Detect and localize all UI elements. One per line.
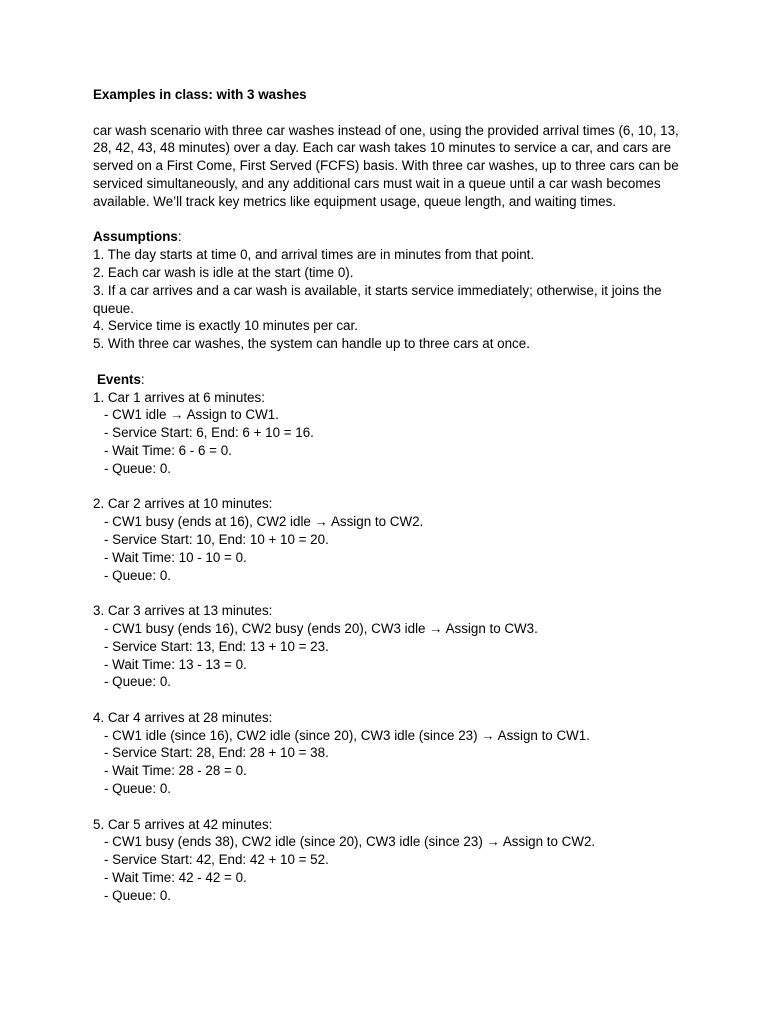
event-details xyxy=(93,406,683,477)
spacer xyxy=(93,478,683,496)
event-title: 2. Car 2 arrives at 10 minutes: xyxy=(93,496,273,512)
event-block xyxy=(93,602,683,691)
event-details xyxy=(93,620,683,691)
event-block xyxy=(93,709,683,798)
event-detail: - Service Start: 42, End: 42 + 10 = 52. xyxy=(104,852,329,868)
spacer xyxy=(93,584,683,602)
event-title: 5. Car 5 arrives at 42 minutes: xyxy=(93,816,273,832)
event-detail: - Queue: 0. xyxy=(104,674,171,690)
event-title: 1. Car 1 arrives at 6 minutes: xyxy=(93,389,265,405)
document-title: Examples in class: with 3 washes xyxy=(93,87,307,102)
event-details xyxy=(93,833,683,904)
spacer xyxy=(93,211,683,229)
event-detail: - Wait Time: 6 - 6 = 0. xyxy=(104,442,232,458)
events-heading: Events: xyxy=(97,371,145,387)
document-page xyxy=(93,86,683,905)
assumption-item: 3. If a car arrives and a car wash is available, it starts service immediately; otherwise, it joins the queue. xyxy=(93,282,666,316)
event-detail: - CW1 idle (since 16), CW2 idle (since 20), CW3 idle (since 23) → Assign to CW1. xyxy=(104,727,590,743)
spacer xyxy=(93,691,683,709)
event-block xyxy=(93,816,683,905)
event-details xyxy=(93,513,683,584)
spacer xyxy=(93,353,683,371)
event-detail: - Queue: 0. xyxy=(104,887,171,903)
assumption-item: 5. With three car washes, the system can handle up to three cars at once. xyxy=(93,336,530,352)
event-title: 3. Car 3 arrives at 13 minutes: xyxy=(93,603,273,619)
assumptions-list xyxy=(93,246,683,353)
event-detail: - Wait Time: 42 - 42 = 0. xyxy=(104,870,247,886)
event-detail: - Queue: 0. xyxy=(104,567,171,583)
event-detail: - CW1 busy (ends 16), CW2 busy (ends 20), CW3 idle → Assign to CW3. xyxy=(104,620,538,636)
event-detail: - CW1 idle → Assign to CW1. xyxy=(104,407,279,423)
spacer xyxy=(93,798,683,816)
assumption-item: 1. The day starts at time 0, and arrival times are in minutes from that point. xyxy=(93,247,535,263)
event-block xyxy=(93,495,683,584)
event-details xyxy=(93,727,683,798)
event-detail: - CW1 busy (ends at 16), CW2 idle → Assign to CW2. xyxy=(104,514,424,530)
event-title: 4. Car 4 arrives at 28 minutes: xyxy=(93,709,273,725)
event-detail: - Wait Time: 13 - 13 = 0. xyxy=(104,656,247,672)
spacer xyxy=(93,104,683,122)
event-detail: - Wait Time: 10 - 10 = 0. xyxy=(104,549,247,565)
event-detail: - Queue: 0. xyxy=(104,781,171,797)
assumption-item: 4. Service time is exactly 10 minutes per car. xyxy=(93,318,358,334)
event-detail: - Service Start: 6, End: 6 + 10 = 16. xyxy=(104,425,314,441)
intro-paragraph: car wash scenario with three car washes instead of one, using the provided arrival times (6, 10, 13, 28, 42, 43, 48 minutes) over a day. Each car wash takes 10 minutes to service a car, and cars are served on a First Come, First Served (FCFS) basis. With three car washes, up to three cars can be serviced simultaneously, and any additional cars must wait in a queue until a car wash becomes available. We’ll track key metrics like equipment usage, queue length, and waiting times. xyxy=(93,122,679,209)
events-heading-text: Events xyxy=(97,371,141,387)
event-detail: - Queue: 0. xyxy=(104,460,171,476)
event-detail: - Service Start: 10, End: 10 + 10 = 20. xyxy=(104,531,329,547)
event-detail: - Service Start: 13, End: 13 + 10 = 23. xyxy=(104,638,329,654)
event-block xyxy=(93,389,683,478)
event-detail: - CW1 busy (ends 38), CW2 idle (since 20), CW3 idle (since 23) → Assign to CW2. xyxy=(104,834,596,850)
event-detail: - Service Start: 28, End: 28 + 10 = 38. xyxy=(104,745,329,761)
assumption-item: 2. Each car wash is idle at the start (time 0). xyxy=(93,264,354,280)
assumptions-heading-text: Assumptions xyxy=(93,229,178,245)
event-detail: - Wait Time: 28 - 28 = 0. xyxy=(104,763,247,779)
assumptions-heading: Assumptions: xyxy=(93,229,182,245)
